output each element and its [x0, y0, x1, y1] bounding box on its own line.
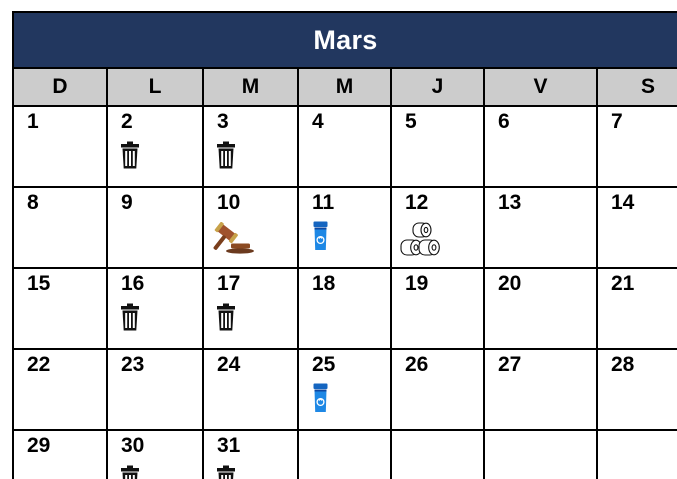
day-number: 22 [27, 353, 51, 376]
empty-day-cell [484, 430, 597, 479]
empty-day-cell [298, 430, 391, 479]
day-number: 5 [405, 110, 417, 133]
day-cell[interactable] [597, 349, 677, 430]
day-number: 11 [312, 191, 335, 214]
day-number: 24 [217, 353, 241, 376]
weekday-header: D [14, 69, 107, 106]
day-cell[interactable] [597, 268, 677, 349]
trash-can-icon [216, 141, 236, 174]
day-number: 7 [611, 110, 623, 133]
week-row [14, 187, 677, 268]
day-cell[interactable] [203, 268, 298, 349]
day-number: 20 [498, 272, 522, 295]
trash-can-icon [216, 303, 236, 336]
day-cell[interactable] [484, 349, 597, 430]
day-number: 30 [121, 434, 145, 457]
empty-day-cell [391, 430, 484, 479]
day-number: 6 [498, 110, 510, 133]
day-number: 19 [405, 272, 429, 295]
weekday-header: L [107, 69, 203, 106]
day-cell[interactable] [107, 349, 203, 430]
recycling-bin-icon [313, 383, 328, 418]
cardboard-rolls-icon [395, 220, 445, 265]
recycling-bin-icon [313, 221, 328, 256]
trash-can-icon [120, 465, 140, 479]
calendar [12, 11, 677, 479]
day-number: 31 [217, 434, 241, 457]
day-number: 28 [611, 353, 635, 376]
day-number: 10 [217, 191, 241, 214]
day-cell[interactable] [107, 187, 203, 268]
trash-can-icon [120, 303, 140, 336]
weekday-header: M [203, 69, 298, 106]
gavel-icon [213, 222, 255, 259]
day-cell[interactable] [107, 268, 203, 349]
day-number: 1 [27, 110, 39, 133]
day-cell[interactable] [391, 187, 484, 268]
day-cell[interactable] [14, 430, 107, 479]
day-cell[interactable] [203, 430, 298, 479]
day-number: 9 [121, 191, 133, 214]
day-cell[interactable] [298, 349, 391, 430]
day-number: 14 [611, 191, 635, 214]
calendar-grid [14, 69, 677, 479]
trash-can-icon [120, 141, 140, 174]
weekday-header-row [14, 69, 677, 106]
empty-day-cell [597, 430, 677, 479]
day-number: 8 [27, 191, 39, 214]
day-number: 25 [312, 353, 336, 376]
day-number: 17 [217, 272, 241, 295]
day-number: 3 [217, 110, 229, 133]
day-cell[interactable] [484, 268, 597, 349]
week-row [14, 349, 677, 430]
day-cell[interactable] [391, 268, 484, 349]
day-cell[interactable] [107, 430, 203, 479]
day-cell[interactable] [14, 187, 107, 268]
day-cell[interactable] [298, 106, 391, 187]
day-cell[interactable] [203, 106, 298, 187]
week-row [14, 106, 677, 187]
day-number: 23 [121, 353, 145, 376]
day-number: 13 [498, 191, 522, 214]
day-number: 16 [121, 272, 145, 295]
day-number: 15 [27, 272, 51, 295]
day-cell[interactable] [391, 106, 484, 187]
day-cell[interactable] [107, 106, 203, 187]
day-cell[interactable] [14, 349, 107, 430]
day-cell[interactable] [14, 106, 107, 187]
day-cell[interactable] [298, 187, 391, 268]
day-cell[interactable] [597, 187, 677, 268]
day-cell[interactable] [203, 187, 298, 268]
weekday-header: V [484, 69, 597, 106]
day-cell[interactable] [298, 268, 391, 349]
trash-can-icon [216, 465, 236, 479]
week-row [14, 268, 677, 349]
day-number: 27 [498, 353, 522, 376]
weekday-header: M [298, 69, 391, 106]
day-cell[interactable] [391, 349, 484, 430]
day-cell[interactable] [484, 187, 597, 268]
day-number: 21 [611, 272, 635, 295]
week-row [14, 430, 677, 479]
day-number: 18 [312, 272, 336, 295]
day-number: 12 [405, 191, 429, 214]
month-title: Mars [14, 13, 677, 69]
weekday-header: J [391, 69, 484, 106]
day-number: 26 [405, 353, 429, 376]
day-cell[interactable] [597, 106, 677, 187]
day-number: 29 [27, 434, 51, 457]
weekday-header: S [597, 69, 677, 106]
day-cell[interactable] [14, 268, 107, 349]
day-cell[interactable] [484, 106, 597, 187]
day-number: 4 [312, 110, 324, 133]
day-number: 2 [121, 110, 133, 133]
day-cell[interactable] [203, 349, 298, 430]
